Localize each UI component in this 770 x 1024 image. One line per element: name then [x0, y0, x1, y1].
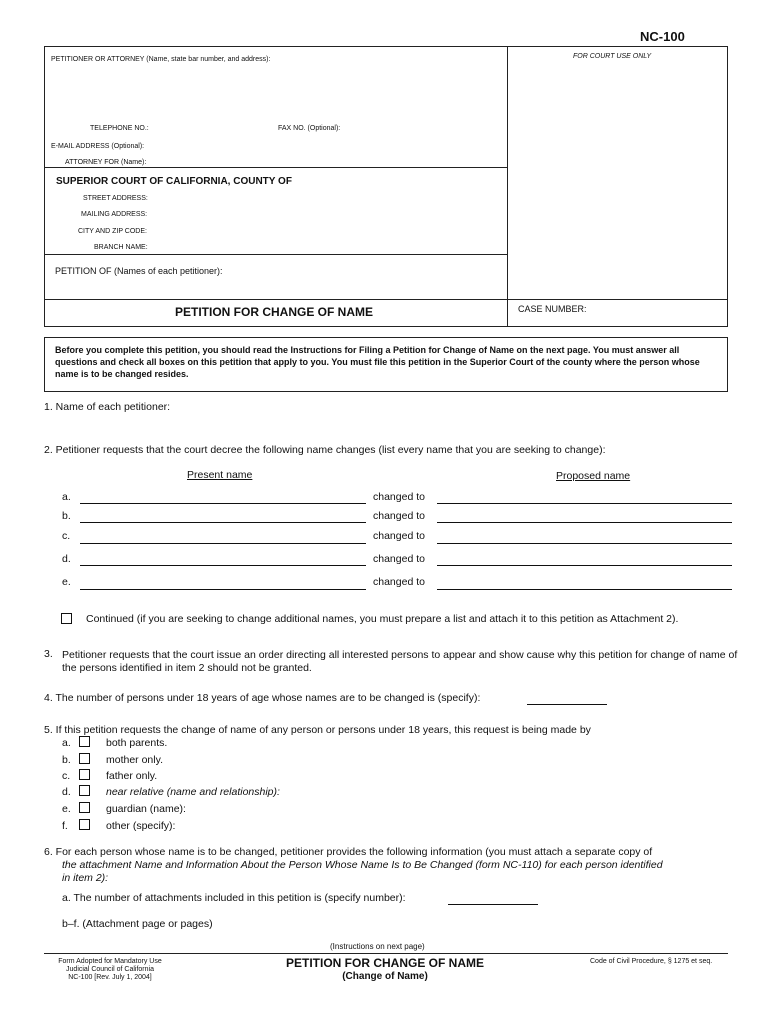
item-5: 5. If this petition requests the change of name of any person or persons under 18 years, this request is being made by: [44, 724, 591, 736]
option-letter: c.: [62, 770, 71, 782]
attachment-count-field[interactable]: [448, 904, 538, 905]
option-label: near relative (name and relationship):: [106, 786, 280, 798]
caption-box: [44, 46, 728, 327]
option-letter: e.: [62, 803, 71, 815]
petition-of-label: PETITION OF (Names of each petitioner):: [55, 266, 223, 276]
item-6bf: b–f. (Attachment page or pages): [62, 918, 213, 930]
item-3: Petitioner requests that the court issue an order directing all interested persons to appear and show cause why this petition for change of name of the persons identified in item 2 should not be granted.: [62, 649, 738, 674]
attorney-for-label: ATTORNEY FOR (Name):: [65, 159, 147, 166]
footer-center: [280, 957, 490, 983]
near-relative-checkbox[interactable]: [79, 785, 90, 796]
option-label: both parents.: [106, 737, 168, 749]
changed-to-label: changed to: [373, 491, 425, 503]
proposed-name-header: Proposed name: [556, 470, 631, 482]
item-1: 1. Name of each petitioner:: [44, 401, 171, 413]
row-letter: c.: [62, 530, 71, 542]
guardian-checkbox[interactable]: [79, 802, 90, 813]
item-6-line-2: the attachment Name and Information About the Person Whose Name Is to Be Changed (form NC-110) for each person identified: [62, 859, 663, 871]
father-only-checkbox[interactable]: [79, 769, 90, 780]
continued-label: Continued (if you are seeking to change additional names, you must prepare a list and attach it to this petition as Attachment 2).: [86, 613, 679, 625]
form-number: NC-100: [640, 29, 685, 44]
fax-label: FAX NO. (Optional):: [278, 125, 341, 132]
row-letter: d.: [62, 553, 71, 565]
proposed-name-field[interactable]: [437, 522, 732, 523]
present-name-field[interactable]: [80, 522, 366, 523]
court-title: SUPERIOR COURT OF CALIFORNIA, COUNTY OF: [56, 176, 292, 187]
street-label: STREET ADDRESS:: [83, 195, 148, 202]
changed-to-label: changed to: [373, 553, 425, 565]
option-letter: a.: [62, 737, 71, 749]
present-name-field[interactable]: [80, 543, 366, 544]
other-checkbox[interactable]: [79, 819, 90, 830]
proposed-name-field[interactable]: [437, 503, 732, 504]
next-page-note: (Instructions on next page): [330, 942, 425, 951]
instructions-box: Before you complete this petition, you should read the Instructions for Filing a Petition for Change of Name on the next page. You must answer all questions and check all boxes on this petition that apply to you. You must file this petition in the Superior Court of the county where the person whose name is to be changed resides.: [44, 337, 728, 392]
branch-label: BRANCH NAME:: [94, 244, 148, 251]
proposed-name-field[interactable]: [437, 543, 732, 544]
proposed-name-field[interactable]: [437, 565, 732, 566]
option-label: father only.: [106, 770, 158, 782]
option-letter: d.: [62, 786, 71, 798]
option-letter: b.: [62, 754, 71, 766]
row-letter: a.: [62, 491, 71, 503]
option-label: mother only.: [106, 754, 163, 766]
caption-rule: [45, 254, 507, 255]
footer-adopted: Form Adopted for Mandatory Use: [58, 958, 162, 965]
minor-count-field[interactable]: [527, 704, 607, 705]
caption-rule: [45, 299, 728, 300]
caption-divider: [507, 47, 508, 327]
footer-revision: NC-100 [Rev. July 1, 2004]: [68, 974, 152, 981]
changed-to-label: changed to: [373, 510, 425, 522]
option-letter: f.: [62, 820, 68, 832]
footer-code: Code of Civil Procedure, § 1275 et seq.: [590, 958, 713, 965]
changed-to-label: changed to: [373, 576, 425, 588]
item-3-number: 3.: [44, 648, 53, 660]
row-letter: b.: [62, 510, 71, 522]
item-6-line-3: in item 2):: [62, 872, 109, 884]
court-use-label: FOR COURT USE ONLY: [573, 53, 652, 60]
footer-council: Judicial Council of California: [66, 966, 154, 973]
footer-subtitle: (Change of Name): [342, 971, 428, 982]
both-parents-checkbox[interactable]: [79, 736, 90, 747]
footer-rule: [44, 953, 728, 954]
continued-checkbox[interactable]: [61, 613, 72, 624]
case-number-label: CASE NUMBER:: [518, 304, 587, 314]
present-name-field[interactable]: [80, 589, 366, 590]
footer-title: PETITION FOR CHANGE OF NAME: [286, 956, 484, 970]
item-6a: a. The number of attachments included in this petition is (specify number):: [62, 892, 406, 904]
mother-only-checkbox[interactable]: [79, 753, 90, 764]
present-name-header: Present name: [187, 469, 253, 481]
item-4: 4. The number of persons under 18 years of age whose names are to be changed is (specify):: [44, 692, 481, 704]
petitioner-label: PETITIONER OR ATTORNEY (Name, state bar number, and address):: [51, 56, 271, 63]
caption-rule: [45, 167, 507, 168]
telephone-label: TELEPHONE NO.:: [90, 125, 149, 132]
present-name-field[interactable]: [80, 503, 366, 504]
email-label: E-MAIL ADDRESS (Optional):: [51, 143, 145, 150]
item-2: 2. Petitioner requests that the court decree the following name changes (list every name that you are seeking to change):: [44, 444, 606, 456]
city-label: CITY AND ZIP CODE:: [78, 228, 147, 235]
option-label: guardian (name):: [106, 803, 186, 815]
petition-title: PETITION FOR CHANGE OF NAME: [175, 305, 373, 319]
footer-left: [40, 958, 180, 982]
proposed-name-field[interactable]: [437, 589, 732, 590]
row-letter: e.: [62, 576, 71, 588]
item-6-line-1: 6. For each person whose name is to be changed, petitioner provides the following information (you must attach a separate copy of: [44, 846, 653, 858]
present-name-field[interactable]: [80, 565, 366, 566]
option-label: other (specify):: [106, 820, 176, 832]
changed-to-label: changed to: [373, 530, 425, 542]
mailing-label: MAILING ADDRESS:: [81, 211, 148, 218]
